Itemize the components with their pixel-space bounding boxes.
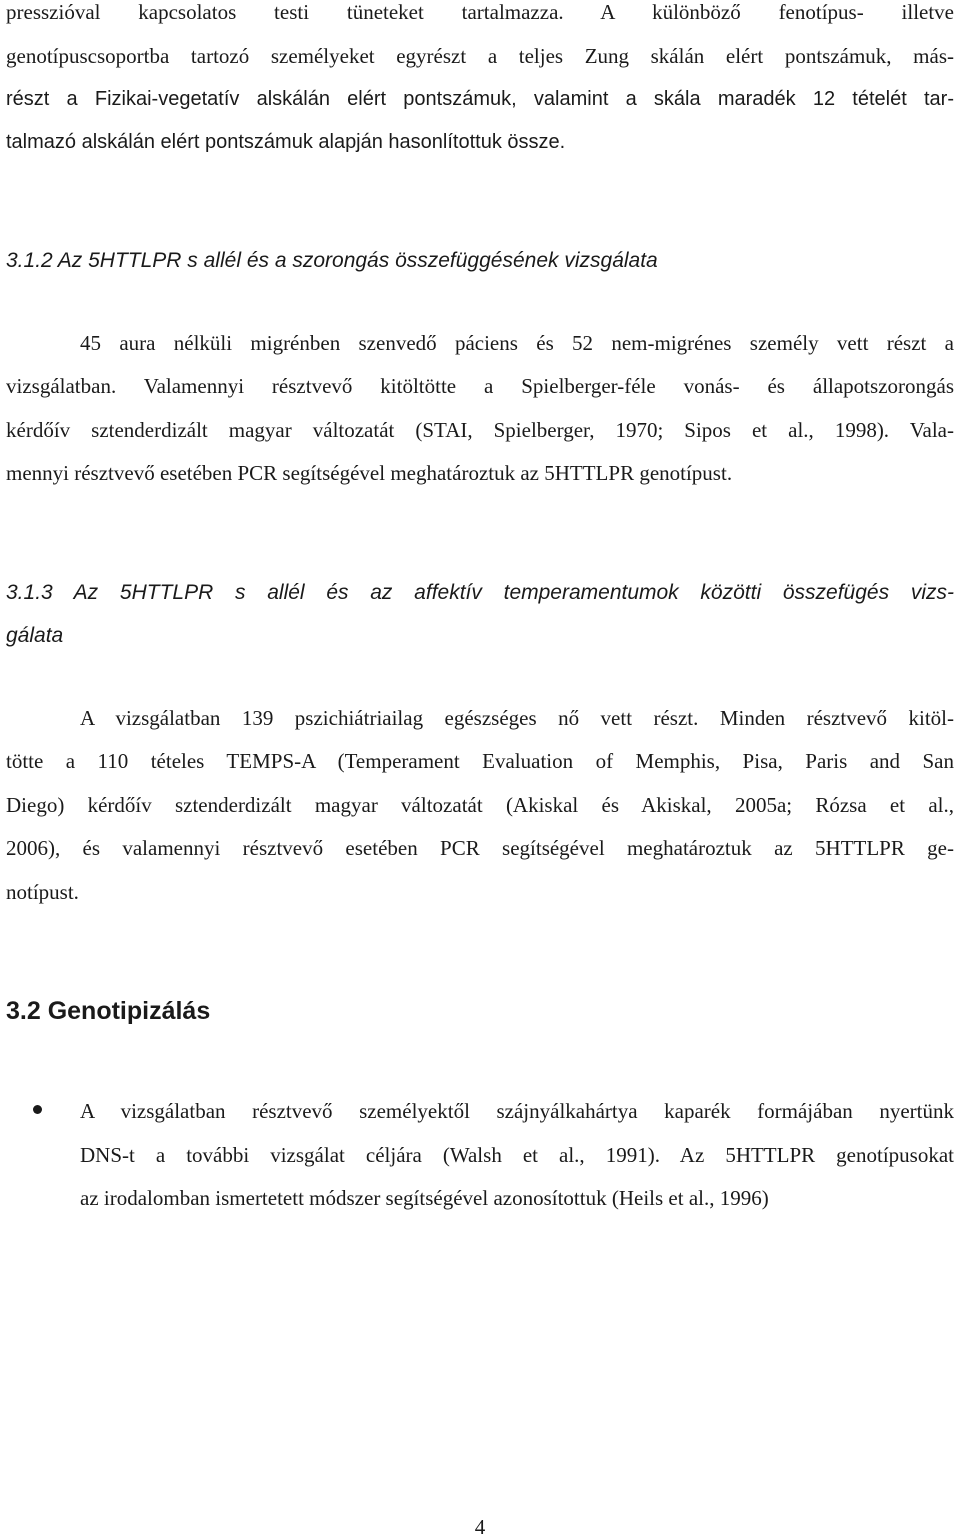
paragraph-line: tötte a 110 tételes TEMPS-A (Temperament Evaluation of Memphis, Pisa, Paris and San (6, 749, 954, 773)
paragraph-line: mennyi résztvevő esetében PCR segítségével meghatároztuk az 5HTTLPR genotípust. (6, 461, 733, 485)
list-item-line: DNS-t a további vizsgálat céljára (Walsh et al., 1991). Az 5HTTLPR genotípusokat (80, 1143, 954, 1167)
list-item-line: az irodalomban ismertetett módszer segítségével azonosítottuk (Heils et al., 1996) (80, 1186, 769, 1210)
paragraph-line: notípust. (6, 880, 79, 904)
paragraph-line: vizsgálatban. Valamennyi résztvevő kitöltötte a Spielberger-féle vonás- és állapotszorongás (6, 374, 954, 398)
section-heading-3-1-3: 3.1.3 Az 5HTTLPR s allél és az affektív temperamentumok közötti összefügés vizs- (6, 581, 954, 604)
paragraph-line: 2006), és valamennyi résztvevő esetében PCR segítségével meghatároztuk az 5HTTLPR ge- (6, 836, 954, 860)
paragraph-line: részt a Fizikai-vegetatív alskálán elért pontszámuk, valamint a skála maradék 12 tételét tar- (6, 88, 954, 110)
section-heading-3-2: 3.2 Genotipizálás (6, 997, 211, 1025)
paragraph-line: talmazó alskálán elért pontszámuk alapján hasonlítottuk össze. (6, 131, 566, 153)
list-item-line: A vizsgálatban résztvevő személyektől szájnyálkahártya kaparék formájában nyertünk (80, 1099, 954, 1123)
section-heading-3-1-2: 3.1.2 Az 5HTTLPR s allél és a szorongás összefüggésének vizsgálata (6, 249, 658, 272)
paragraph-line: genotípuscsoportba tartozó személyeket egyrészt a teljes Zung skálán elért pontszámuk, más- (6, 44, 954, 68)
bullet-icon (33, 1105, 42, 1114)
paragraph-line: presszióval kapcsolatos testi tüneteket tartalmazza. A különböző fenotípus- illetve (6, 0, 954, 24)
paragraph-line: A vizsgálatban 139 pszichiátriailag egészséges nő vett részt. Minden résztvevő kitöl- (80, 706, 954, 730)
paragraph-line: kérdőív sztenderdizált magyar változatát (STAI, Spielberger, 1970; Sipos et al., 1998). Vala- (6, 418, 954, 442)
page-number: 4 (474, 1515, 486, 1539)
paragraph-line: 45 aura nélküli migrénben szenvedő páciens és 52 nem-migrénes személy vett részt a (80, 331, 954, 355)
section-heading-3-1-3-cont: gálata (6, 624, 64, 647)
paragraph-line: Diego) kérdőív sztenderdizált magyar változatát (Akiskal és Akiskal, 2005a; Rózsa et al., (6, 793, 954, 817)
